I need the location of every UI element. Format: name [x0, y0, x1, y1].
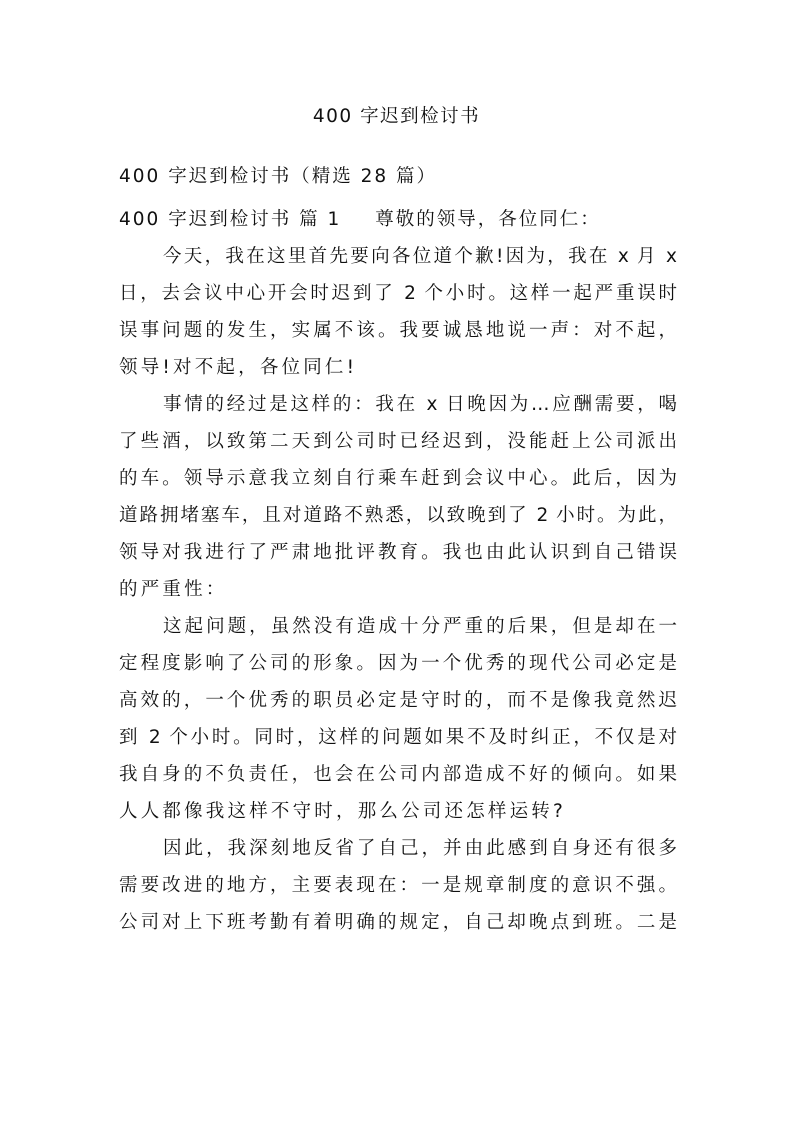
- paragraph-line: 误事问题的发生，实属不该。我要诚恳地说一声：对不起，: [119, 320, 677, 341]
- paragraph-line: 道路拥堵塞车，且对道路不熟悉，以致晚到了 2 小时。为此，: [119, 505, 677, 526]
- paragraph-line: 到 2 个小时。同时，这样的问题如果不及时纠正，不仅是对: [119, 727, 677, 748]
- paragraph-1: [119, 238, 677, 386]
- section-heading: [119, 201, 677, 238]
- paragraph-3: [119, 608, 677, 830]
- paragraph-line: 领导对我进行了严肃地批评教育。我也由此认识到自己错误: [119, 542, 677, 563]
- paragraph-line: 领导!对不起，各位同仁!: [119, 357, 358, 378]
- section-heading-label: 400 字迟到检讨书 篇 1: [119, 209, 342, 230]
- paragraph-line: 日，去会议中心开会时迟到了 2 个小时。这样一起严重误时: [119, 283, 677, 304]
- salutation: 尊敬的领导，各位同仁：: [375, 209, 601, 230]
- document-subtitle: 400 字迟到检讨书（精选 28 篇）: [119, 166, 437, 187]
- paragraph-line: 定程度影响了公司的形象。因为一个优秀的现代公司必定是: [119, 653, 677, 674]
- paragraph-line: 我自身的不负责任，也会在公司内部造成不好的倾向。如果: [119, 764, 677, 785]
- paragraph-line: 需要改进的地方，主要表现在：一是规章制度的意识不强。: [119, 875, 677, 896]
- paragraph-line: 今天，我在这里首先要向各位道个歉!因为，我在 x 月 x: [163, 246, 677, 267]
- paragraph-line: 人人都像我这样不守时，那么公司还怎样运转?: [119, 801, 567, 822]
- paragraph-4: [119, 830, 677, 941]
- paragraph-line: 了些酒，以致第二天到公司时已经迟到，没能赶上公司派出: [119, 431, 677, 452]
- paragraph-line: 因此，我深刻地反省了自己，并由此感到自身还有很多: [163, 838, 677, 859]
- document-body: [119, 158, 677, 941]
- paragraph-line: 这起问题，虽然没有造成十分严重的后果，但是却在一: [163, 616, 677, 637]
- paragraph-2: [119, 386, 677, 608]
- paragraph-line: 事情的经过是这样的：我在 x 日晚因为…应酬需要，喝: [163, 394, 677, 415]
- document-title: 400 字迟到检讨书: [312, 106, 481, 127]
- paragraph-line: 的车。领导示意我立刻自行乘车赶到会议中心。此后，因为: [119, 468, 677, 489]
- paragraph-line: 公司对上下班考勤有着明确的规定，自己却晚点到班。二是: [119, 912, 677, 933]
- paragraph-line: 高效的，一个优秀的职员必定是守时的，而不是像我竟然迟: [119, 690, 677, 711]
- paragraph-line: 的严重性：: [119, 579, 228, 600]
